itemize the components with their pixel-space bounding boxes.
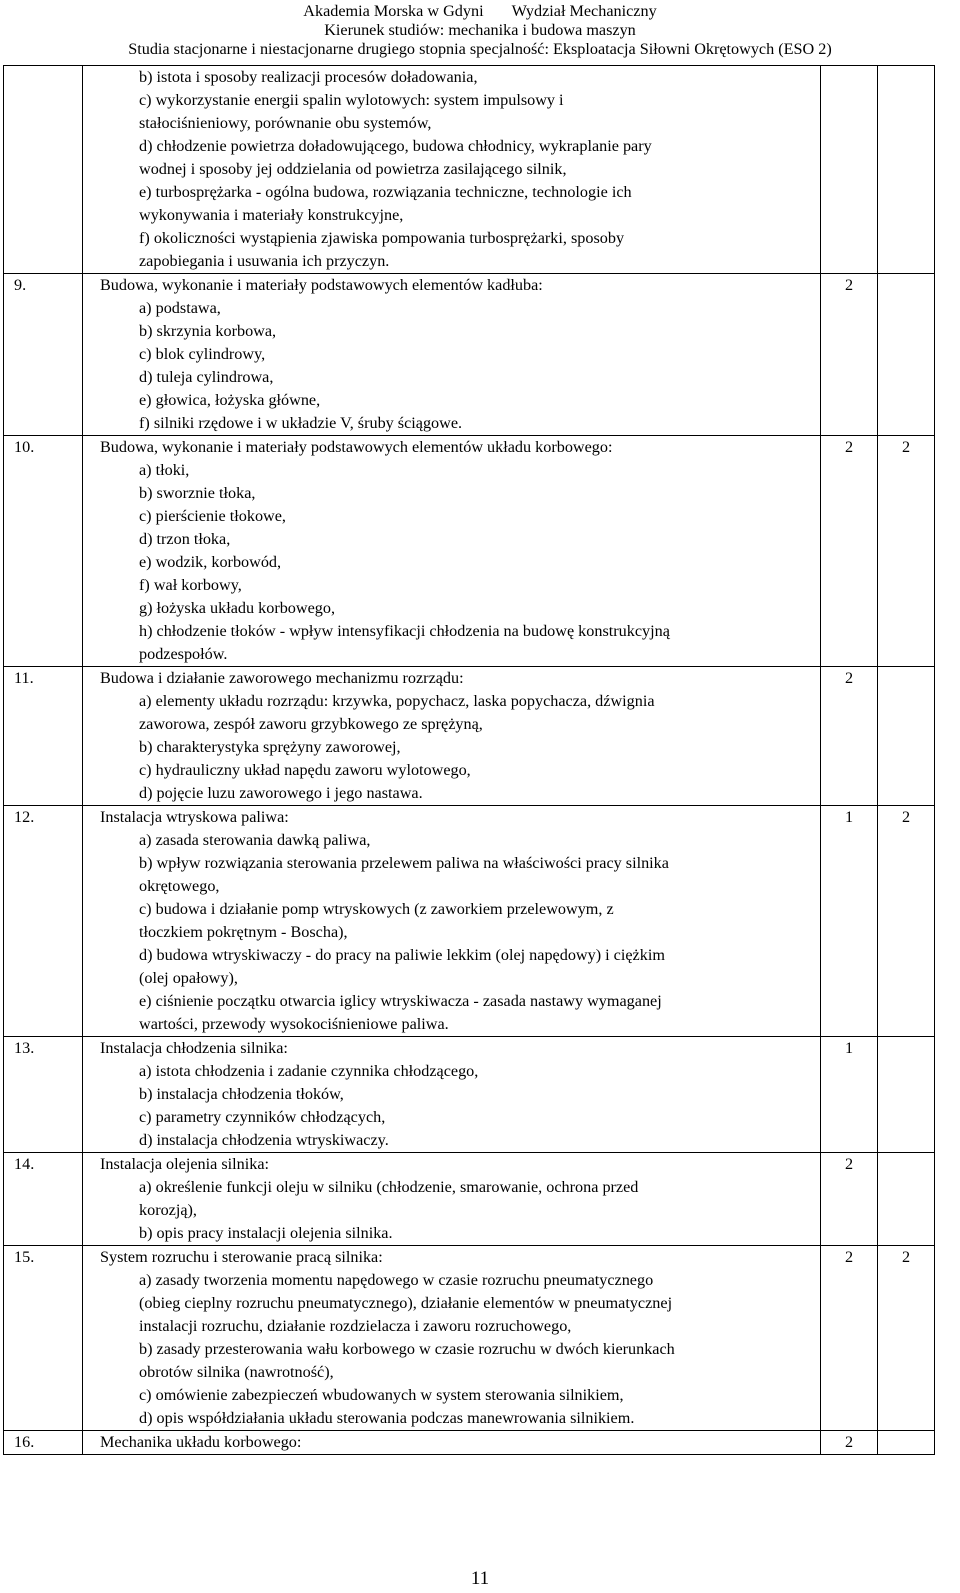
list-item: zaworowa, zespół zaworu grzybkowego ze sprężyną, xyxy=(139,715,483,733)
hours-lab xyxy=(878,274,935,436)
hours-lecture: 1 xyxy=(821,806,878,1037)
list-item: a) istota chłodzenia i zadanie czynnika chłodzącego, xyxy=(139,1062,479,1080)
row-number: 15. xyxy=(4,1246,83,1431)
row-number: 16. xyxy=(4,1431,83,1455)
list-item: podzespołów. xyxy=(139,645,228,663)
row-number: 10. xyxy=(4,436,83,667)
list-item: b) charakterystyka sprężyny zaworowej, xyxy=(139,738,401,756)
list-item: a) zasady tworzenia momentu napędowego w czasie rozruchu pneumatycznego xyxy=(139,1271,654,1289)
topic-cell xyxy=(83,1153,821,1246)
list-item: okrętowego, xyxy=(139,877,220,895)
topic-title: Instalacja wtryskowa paliwa: xyxy=(100,808,289,826)
page-header xyxy=(0,0,960,59)
list-item: d) opis współdziałania układu sterowania podczas manewrowania silnikiem. xyxy=(139,1409,635,1427)
list-item: b) zasady przesterowania wału korbowego w czasie rozruchu w dwóch kierunkach xyxy=(139,1340,675,1358)
table-row xyxy=(4,1037,935,1153)
table-row xyxy=(4,1246,935,1431)
topic-cell xyxy=(83,66,821,274)
list-item: zapobiegania i usuwania ich przyczyn. xyxy=(139,252,390,270)
table-row xyxy=(4,274,935,436)
hours-lab: 2 xyxy=(878,436,935,667)
list-item: c) blok cylindrowy, xyxy=(139,345,266,363)
page-number: 11 xyxy=(470,1568,490,1589)
list-item: d) instalacja chłodzenia wtryskiwaczy. xyxy=(139,1131,389,1149)
list-item: b) instalacja chłodzenia tłoków, xyxy=(139,1085,344,1103)
list-item: wodnej i sposoby jej oddzielania od powietrza zasilającego silnik, xyxy=(139,160,567,178)
list-item: b) sworznie tłoka, xyxy=(139,484,256,502)
list-item: d) chłodzenie powietrza doładowującego, budowa chłodnicy, wykraplanie pary xyxy=(139,137,652,155)
row-number: 14. xyxy=(4,1153,83,1246)
list-item: wartości, przewody wysokociśnieniowe paliwa. xyxy=(139,1015,449,1033)
hours-lab xyxy=(878,1037,935,1153)
list-item: d) pojęcie luzu zaworowego i jego nastawa. xyxy=(139,784,423,802)
hours-lecture: 2 xyxy=(821,274,878,436)
row-number: 12. xyxy=(4,806,83,1037)
row-number: 13. xyxy=(4,1037,83,1153)
list-item: instalacji rozruchu, działanie rozdzielacza i zaworu rozruchowego, xyxy=(139,1317,572,1335)
hours-lecture: 1 xyxy=(821,1037,878,1153)
faculty-name: Wydział Mechaniczny xyxy=(511,2,657,20)
topic-title: System rozruchu i sterowanie pracą silnika: xyxy=(100,1248,383,1266)
list-item: b) istota i sposoby realizacji procesów doładowania, xyxy=(139,68,478,86)
list-item: a) tłoki, xyxy=(139,461,190,479)
topic-cell xyxy=(83,436,821,667)
list-item: f) wał korbowy, xyxy=(139,576,242,594)
list-item: h) chłodzenie tłoków - wpływ intensyfikacji chłodzenia na budowę konstrukcyjną xyxy=(139,622,670,640)
list-item: c) pierścienie tłokowe, xyxy=(139,507,286,525)
table-row-continued xyxy=(4,66,935,274)
table-row xyxy=(4,667,935,806)
hours-lab xyxy=(878,1153,935,1246)
list-item: f) okoliczności wystąpienia zjawiska pompowania turbosprężarki, sposoby xyxy=(139,229,625,247)
topic-title: Instalacja chłodzenia silnika: xyxy=(100,1039,288,1057)
hours-lab: 2 xyxy=(878,806,935,1037)
list-item: b) skrzynia korbowa, xyxy=(139,322,277,340)
topic-cell xyxy=(83,667,821,806)
hours-lab xyxy=(878,1431,935,1455)
list-item: (olej opałowy), xyxy=(139,969,238,987)
studies-specialization: Studia stacjonarne i niestacjonarne drugiego stopnia specjalność: Eksploatacja Siłowni Okrętowych (ESO 2) xyxy=(128,40,832,58)
hours-lecture: 2 xyxy=(821,1153,878,1246)
topic-cell xyxy=(83,1037,821,1153)
academy-name: Akademia Morska w Gdyni xyxy=(303,2,484,20)
list-item: g) łożyska układu korbowego, xyxy=(139,599,336,617)
table-row xyxy=(4,1431,935,1455)
list-item: c) hydrauliczny układ napędu zaworu wylotowego, xyxy=(139,761,471,779)
topic-title: Instalacja olejenia silnika: xyxy=(100,1155,270,1173)
list-item: a) zasada sterowania dawką paliwa, xyxy=(139,831,371,849)
topic-title: Budowa, wykonanie i materiały podstawowych elementów układu korbowego: xyxy=(100,438,613,456)
row-number: 11. xyxy=(4,667,83,806)
topic-title: Mechanika układu korbowego: xyxy=(100,1433,302,1451)
table-row xyxy=(4,806,935,1037)
hours-lecture: 2 xyxy=(821,1246,878,1431)
topic-cell xyxy=(83,1431,821,1455)
list-item: wykonywania i materiały konstrukcyjne, xyxy=(139,206,404,224)
list-item: e) wodzik, korbowód, xyxy=(139,553,282,571)
hours-lab xyxy=(878,66,935,274)
list-item: c) wykorzystanie energii spalin wylotowych: system impulsowy i xyxy=(139,91,564,109)
syllabus-table xyxy=(3,65,935,1455)
list-item: d) trzon tłoka, xyxy=(139,530,231,548)
list-item: korozją), xyxy=(139,1201,197,1219)
list-item: e) ciśnienie początku otwarcia iglicy wtryskiwacza - zasada nastawy wymaganej xyxy=(139,992,662,1010)
list-item: (obieg cieplny rozruchu pneumatycznego), działanie elementów w pneumatycznej xyxy=(139,1294,673,1312)
hours-lab: 2 xyxy=(878,1246,935,1431)
list-item: c) budowa i działanie pomp wtryskowych (z zaworkiem przelewowym, z xyxy=(139,900,614,918)
list-item: tłoczkiem pokrętnym - Boscha), xyxy=(139,923,348,941)
hours-lecture: 2 xyxy=(821,667,878,806)
hours-lecture: 2 xyxy=(821,436,878,667)
list-item: e) turbosprężarka - ogólna budowa, rozwiązania techniczne, technologie ich xyxy=(139,183,632,201)
list-item: d) tuleja cylindrowa, xyxy=(139,368,274,386)
topic-title: Budowa, wykonanie i materiały podstawowych elementów kadłuba: xyxy=(100,276,543,294)
list-item: obrotów silnika (nawrotność), xyxy=(139,1363,334,1381)
list-item: d) budowa wtryskiwaczy - do pracy na paliwie lekkim (olej napędowy) i ciężkim xyxy=(139,946,665,964)
list-item: a) podstawa, xyxy=(139,299,221,317)
list-item: a) określenie funkcji oleju w silniku (chłodzenie, smarowanie, ochrona przed xyxy=(139,1178,639,1196)
list-item: f) silniki rzędowe i w układzie V, śruby ściągowe. xyxy=(139,414,463,432)
table-row xyxy=(4,1153,935,1246)
hours-lab xyxy=(878,667,935,806)
topic-cell xyxy=(83,806,821,1037)
hours-lecture xyxy=(821,66,878,274)
list-item: stałociśnieniowy, porównanie obu systemów, xyxy=(139,114,432,132)
topic-title: Budowa i działanie zaworowego mechanizmu rozrządu: xyxy=(100,669,464,687)
list-item: b) opis pracy instalacji olejenia silnika. xyxy=(139,1224,393,1242)
row-number xyxy=(4,66,83,274)
row-number: 9. xyxy=(4,274,83,436)
table-row xyxy=(4,436,935,667)
header-line-1 xyxy=(0,2,960,21)
topic-cell xyxy=(83,1246,821,1431)
list-item: e) głowica, łożyska główne, xyxy=(139,391,321,409)
list-item: a) elementy układu rozrządu: krzywka, popychacz, laska popychacza, dźwignia xyxy=(139,692,655,710)
field-of-study: Kierunek studiów: mechanika i budowa maszyn xyxy=(324,21,636,39)
list-item: c) parametry czynników chłodzących, xyxy=(139,1108,386,1126)
topic-cell xyxy=(83,274,821,436)
hours-lecture: 2 xyxy=(821,1431,878,1455)
list-item: c) omówienie zabezpieczeń wbudowanych w system sterowania silnikiem, xyxy=(139,1386,624,1404)
list-item: b) wpływ rozwiązania sterowania przelewem paliwa na właściwości pracy silnika xyxy=(139,854,669,872)
